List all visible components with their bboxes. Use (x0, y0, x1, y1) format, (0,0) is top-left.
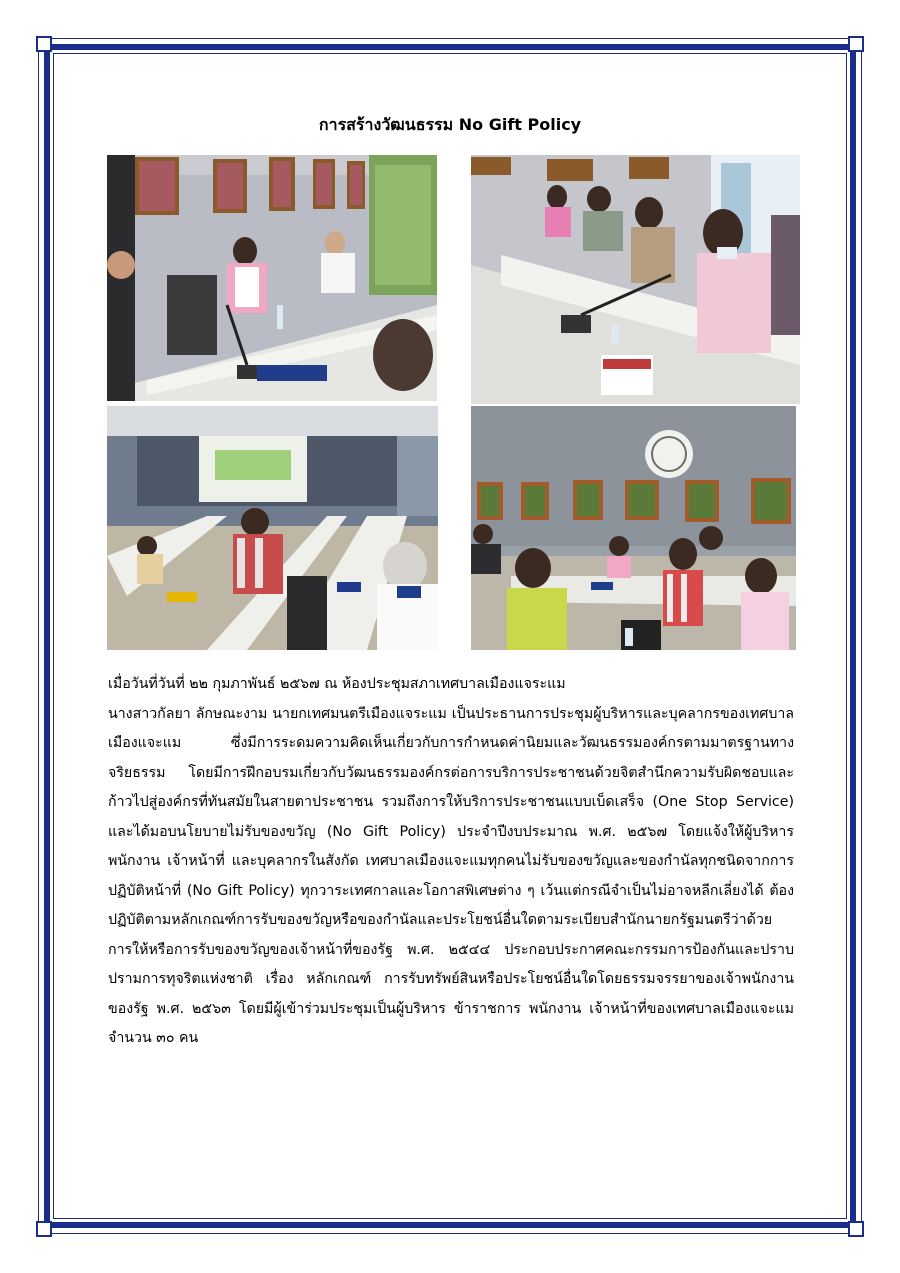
meeting-photo-2 (471, 155, 800, 404)
page-title: การสร้างวัฒนธรรม No Gift Policy (318, 115, 582, 134)
border-corner-bottom-left (36, 1221, 52, 1237)
meeting-photo-1 (107, 155, 437, 401)
body-paragraph: นางสาวกัลยา ลักษณะงาม นายกเทศมนตรีเมืองแจระแม เป็นประธานการประชุมผู้บริหารและบุคลากรของเทศบาลเมืองแจะแม ซึ่งมีการระดมความคิดเห็นเกี่ยวกับการกำหนดค่านิยมและวัฒนธรรมองค์กรตามมาตรฐานทางจริยธรรม โดยมีการฝึกอบรมเกี่ยวกับวัฒนธรรมองค์กรต่อการบริการประชาชนด้วยจิตสำนึกความรับผิดชอบและก้าวไปสู่องค์กรที่ทันสมัยในสายตาประชาชน รวมถึงการให้บริการประชาชนแบบเบ็ดเสร็จ (One Stop Service) และได้มอบนโยบายไม่รับของขวัญ (No Gift Policy) ประจำปีงบประมาณ พ.ศ. ๒๕๖๗ โดยแจ้งให้ผู้บริหาร พนักงาน เจ้าหน้าที่ และบุคลากรในสังกัด เทศบาลเมืองแจะแมทุกคนไม่รับของขวัญและของกำนัลทุกชนิดจากการปฏิบัติหน้าที่ (No Gift Policy) ทุกวาระเทศกาลและโอกาสพิเศษต่าง ๆ เว้นแต่กรณีจำเป็นไม่อาจหลีกเลี่ยงได้ ต้องปฏิบัติตามหลักเกณฑ์การรับของขวัญหรือของกำนัลและประโยชน์อื่นใดตามระเบียบสำนักนายกรัฐมนตรีว่าด้วยการให้หรือการรับของขวัญของเจ้าหน้าที่ของรัฐ พ.ศ. ๒๕๔๔ ประกอบประกาศคณะกรรมการป้องกันและปราบปรามการทุจริตแห่งชาติ เรื่อง หลักเกณฑ์ การรับทรัพย์สินหรือประโยชน์อื่นใดโดยธรรมจรรยาของเจ้าพนักงานของรัฐ พ.ศ. ๒๕๖๓ โดยมีผู้เข้าร่วมประชุมเป็นผู้บริหาร ข้าราชการ พนักงาน เจ้าหน้าที่ของเทศบาลเมืองแจะแม จำนวน ๓๐ คน (108, 705, 794, 1046)
border-corner-top-right (848, 36, 864, 52)
meeting-photo-4 (471, 406, 796, 650)
body-text (108, 670, 794, 1054)
meeting-photo-3 (107, 406, 438, 650)
border-corner-top-left (36, 36, 52, 52)
lead-line: เมื่อวันที่วันที่ ๒๒ กุมภาพันธ์ ๒๕๖๗ ณ ห้องประชุมสภาเทศบาลเมืองแจระแม (108, 676, 566, 692)
border-corner-bottom-right (848, 1221, 864, 1237)
